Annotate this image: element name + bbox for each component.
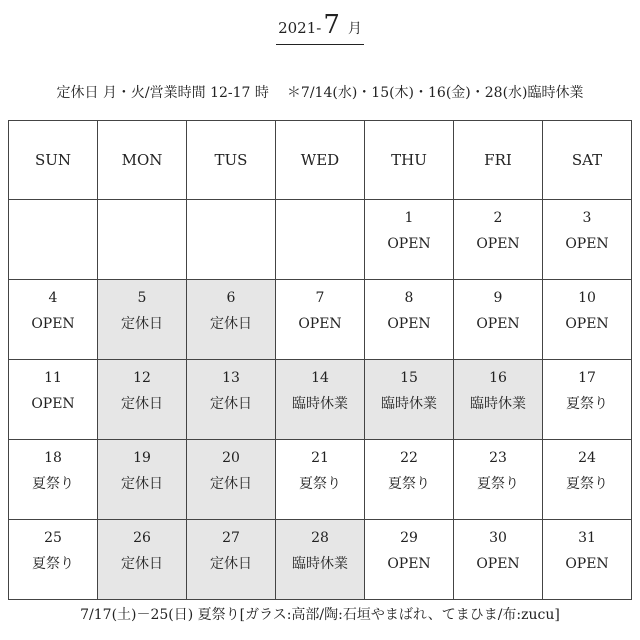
day-number: 18 [44,450,62,466]
day-number: 20 [222,450,240,466]
day-number: 28 [311,530,329,546]
day-status: 夏祭り [566,396,608,412]
day-status: OPEN [387,556,431,572]
day-cell [276,360,365,440]
day-number: 14 [311,370,329,386]
day-status: 夏祭り [32,556,74,572]
day-cell [543,520,632,600]
day-cell [187,520,276,600]
day-number: 12 [133,370,151,386]
day-cell [276,440,365,520]
calendar-grid [8,120,632,600]
day-status: OPEN [31,316,75,332]
weekday-header: FRI [454,121,543,200]
day-cell [187,280,276,360]
day-cell [9,520,98,600]
day-cell [98,440,187,520]
day-status: OPEN [476,556,520,572]
day-number: 23 [489,450,507,466]
day-cell [98,360,187,440]
day-status: 定休日 [210,316,252,332]
day-cell [454,360,543,440]
day-status: OPEN [565,316,609,332]
day-number: 17 [578,370,596,386]
day-number: 26 [133,530,151,546]
day-cell [365,520,454,600]
day-status: 臨時休業 [292,556,348,572]
weekday-header-row [9,121,632,200]
day-number: 8 [404,290,414,306]
day-number: 10 [578,290,596,306]
day-number: 31 [578,530,596,546]
day-status: OPEN [387,236,431,252]
day-number: 22 [400,450,418,466]
day-cell [9,280,98,360]
day-status: 定休日 [121,476,163,492]
week-row [9,200,632,280]
day-status: 臨時休業 [381,396,437,412]
day-number: 13 [222,370,240,386]
day-number: 27 [222,530,240,546]
weekday-header: MON [98,121,187,200]
day-status: 定休日 [121,556,163,572]
day-status: 夏祭り [299,476,341,492]
day-status: 定休日 [121,316,163,332]
weekday-header: SUN [9,121,98,200]
weekday-header: THU [365,121,454,200]
day-status: OPEN [476,236,520,252]
title-underline [276,10,364,45]
day-number: 6 [226,290,236,306]
day-cell [543,200,632,280]
empty-day-cell [276,200,365,280]
day-status: OPEN [565,556,609,572]
day-status: OPEN [31,396,75,412]
day-status: OPEN [565,236,609,252]
day-cell [543,280,632,360]
day-cell [98,280,187,360]
day-status: 臨時休業 [470,396,526,412]
day-cell [365,200,454,280]
day-status: OPEN [298,316,342,332]
day-number: 25 [44,530,62,546]
business-hours-notice [0,82,640,102]
day-status: OPEN [387,316,431,332]
week-row [9,520,632,600]
calendar-body [9,200,632,600]
day-cell [454,520,543,600]
day-cell [454,440,543,520]
week-row [9,360,632,440]
day-number: 16 [489,370,507,386]
day-number: 3 [582,210,592,226]
week-row [9,280,632,360]
day-number: 19 [133,450,151,466]
day-cell [9,440,98,520]
day-cell [9,360,98,440]
day-number: 4 [48,290,58,306]
day-status: 定休日 [121,396,163,412]
title-month-unit: 月 [347,21,362,37]
day-cell [98,520,187,600]
day-status: 夏祭り [32,476,74,492]
hours-text: 定休日 月・火/営業時間 12-17 時 [56,85,269,101]
day-number: 21 [311,450,329,466]
day-status: 臨時休業 [292,396,348,412]
day-cell [365,280,454,360]
day-cell [543,440,632,520]
day-cell [454,280,543,360]
day-cell [365,360,454,440]
footer-note: 7/17(土)－25(日) 夏祭り[ガラス:高部/陶:石垣やまばれ、てまひま/布:zucu] [80,607,560,623]
day-status: OPEN [476,316,520,332]
day-cell [187,440,276,520]
day-cell [187,360,276,440]
day-number: 7 [315,290,325,306]
weekday-header: WED [276,121,365,200]
day-status: 定休日 [210,556,252,572]
day-number: 24 [578,450,596,466]
title-year: 2021- [278,19,322,37]
day-number: 9 [493,290,503,306]
day-number: 15 [400,370,418,386]
day-status: 夏祭り [388,476,430,492]
title-month: 7 [323,10,340,40]
weekday-header: TUS [187,121,276,200]
day-number: 11 [44,370,62,386]
day-status: 定休日 [210,476,252,492]
weekday-header: SAT [543,121,632,200]
day-cell [276,280,365,360]
day-cell [276,520,365,600]
empty-day-cell [187,200,276,280]
empty-day-cell [98,200,187,280]
day-status: 定休日 [210,396,252,412]
day-status: 夏祭り [566,476,608,492]
day-cell [365,440,454,520]
day-number: 29 [400,530,418,546]
day-cell [543,360,632,440]
special-closure-text: ＊7/14(水)・15(木)・16(金)・28(水)臨時休業 [286,85,584,101]
day-number: 2 [493,210,503,226]
empty-day-cell [9,200,98,280]
calendar-title [0,10,640,46]
day-status: 夏祭り [477,476,519,492]
day-number: 1 [404,210,414,226]
day-number: 30 [489,530,507,546]
day-number: 5 [137,290,147,306]
day-cell [454,200,543,280]
week-row [9,440,632,520]
